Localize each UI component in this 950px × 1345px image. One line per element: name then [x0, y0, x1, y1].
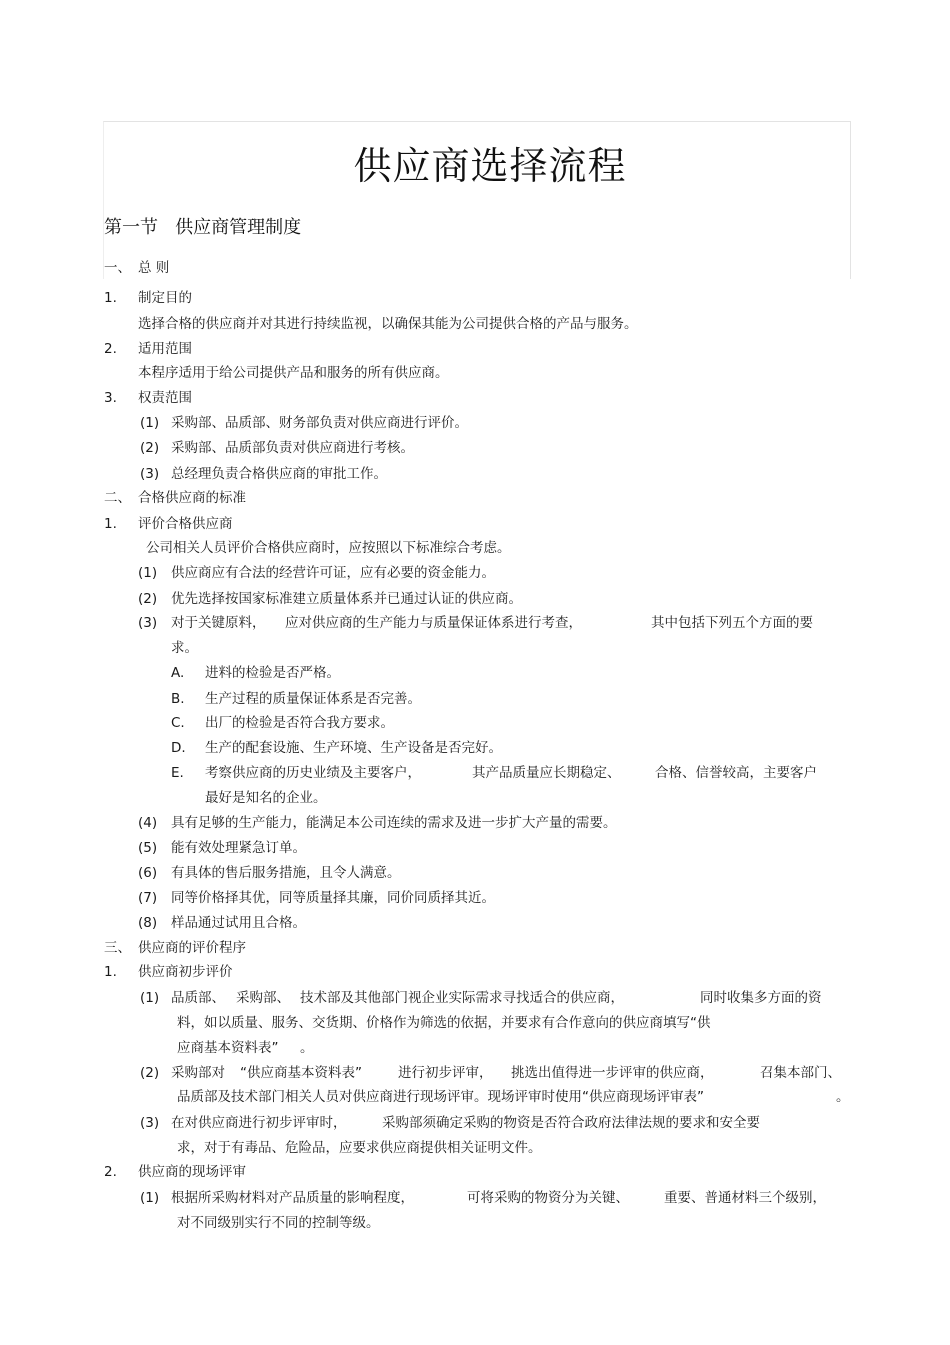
- item-responsibility: 权责范围: [138, 390, 192, 406]
- document-title: 供应商选择流程: [353, 144, 627, 188]
- sub-number: (1): [138, 565, 158, 581]
- item-number: 2.: [104, 341, 117, 357]
- list-item-part: 对于关键原料，: [171, 615, 266, 631]
- sub-number: (6): [138, 865, 158, 881]
- heading-standards: 合格供应商的标准: [138, 490, 246, 506]
- section-heading: 第一节 供应商管理制度: [104, 217, 302, 238]
- item-number: 1.: [104, 290, 117, 306]
- list-item-part: 考察供应商的历史业绩及主要客户，: [205, 765, 421, 781]
- list-item: 具有足够的生产能力，能满足本公司连续的需求及进一步扩大产量的需要。: [171, 815, 617, 831]
- letter-number: D.: [171, 740, 186, 756]
- list-item-part: “供应商基本资料表”: [240, 1065, 362, 1081]
- sub-number: (1): [140, 1190, 160, 1206]
- item-number: 3.: [104, 390, 117, 406]
- list-item-part: 其产品质量应长期稳定、: [472, 765, 621, 781]
- list-item-part: 。: [836, 1089, 850, 1105]
- list-item-part: 召集本部门、: [760, 1065, 841, 1081]
- heading-number: 二、: [104, 490, 131, 506]
- list-item-part: 应商基本资料表”: [177, 1040, 279, 1056]
- list-item: 供应商应有合法的经营许可证，应有必要的资金能力。: [171, 565, 495, 581]
- list-item-part: 求。: [171, 640, 198, 656]
- list-item-part: 可将采购的物资分为关键、: [467, 1190, 629, 1206]
- paragraph: 本程序适用于给公司提供产品和服务的所有供应商。: [138, 365, 449, 381]
- list-item: 进料的检验是否严格。: [205, 665, 340, 681]
- list-item-part: 挑选出值得进一步评审的供应商，: [511, 1065, 714, 1081]
- item-onsite-review: 供应商的现场评审: [138, 1164, 246, 1180]
- list-item: 优先选择按国家标准建立质量体系并已通过认证的供应商。: [171, 591, 522, 607]
- list-item-part: 在对供应商进行初步评审时，: [171, 1115, 347, 1131]
- sub-number: (2): [140, 440, 160, 456]
- sub-number: (3): [140, 466, 160, 482]
- list-item-part: 合格、信誉较高，主要客户: [655, 765, 817, 781]
- item-number: 2.: [104, 1164, 117, 1180]
- list-item-part: 料，如以质量、服务、交货期、价格作为筛选的依据，并要求有合作意向的供应商填写“供: [177, 1015, 711, 1031]
- list-item-part: 应对供应商的生产能力与质量保证体系进行考查，: [285, 615, 582, 631]
- list-item-part: 求，对于有毒品、危险品，应要求供应商提供相关证明文件。: [177, 1140, 542, 1156]
- sub-number: (5): [138, 840, 158, 856]
- heading-general: 总 则: [138, 260, 170, 276]
- heading-number: 一、: [104, 260, 131, 276]
- list-item: 样品通过试用且合格。: [171, 915, 306, 931]
- sub-number: (4): [138, 815, 158, 831]
- sub-number: (2): [140, 1065, 160, 1081]
- list-item-part: 重要、普通材料三个级别，: [664, 1190, 826, 1206]
- list-item-part: 采购部对: [171, 1065, 225, 1081]
- heading-number: 三、: [104, 940, 131, 956]
- list-item: 采购部、品质部、财务部负责对供应商进行评价。: [171, 415, 468, 431]
- list-item-part: 同时收集多方面的资: [700, 990, 822, 1006]
- list-item-part: 根据所采购材料对产品质量的影响程度，: [171, 1190, 414, 1206]
- sub-number: (3): [140, 1115, 160, 1131]
- list-item-part: 品质部、: [171, 990, 225, 1006]
- list-item: 能有效处理紧急订单。: [171, 840, 306, 856]
- list-item: 采购部、品质部负责对供应商进行考核。: [171, 440, 414, 456]
- list-item: 生产过程的质量保证体系是否完善。: [205, 691, 421, 707]
- letter-number: C.: [171, 715, 185, 731]
- list-item-part: 技术部及其他部门视企业实际需求寻找适合的供应商，: [300, 990, 624, 1006]
- list-item-part: 对不同级别实行不同的控制等级。: [177, 1215, 380, 1231]
- sub-number: (1): [140, 415, 160, 431]
- letter-number: E.: [171, 765, 184, 781]
- heading-procedure: 供应商的评价程序: [138, 940, 246, 956]
- list-item-part: 其中包括下列五个方面的要: [651, 615, 813, 631]
- list-item-part: 采购部、: [236, 990, 290, 1006]
- list-item: 总经理负责合格供应商的审批工作。: [171, 466, 387, 482]
- list-item-part: 进行初步评审，: [398, 1065, 493, 1081]
- sub-number: (1): [140, 990, 160, 1006]
- list-item-part: 最好是知名的企业。: [205, 790, 327, 806]
- sub-number: (3): [138, 615, 158, 631]
- letter-number: A.: [171, 665, 185, 681]
- list-item-part: 采购部须确定采购的物资是否符合政府法律法规的要求和安全要: [382, 1115, 760, 1131]
- item-evaluate: 评价合格供应商: [138, 516, 233, 532]
- sub-number: (2): [138, 591, 158, 607]
- paragraph: 公司相关人员评价合格供应商时，应按照以下标准综合考虑。: [146, 540, 511, 556]
- item-purpose: 制定目的: [138, 290, 192, 306]
- sub-number: (8): [138, 915, 158, 931]
- list-item: 同等价格择其优，同等质量择其廉，同价同质择其近。: [171, 890, 495, 906]
- list-item: 有具体的售后服务措施，且令人满意。: [171, 865, 401, 881]
- list-item: 出厂的检验是否符合我方要求。: [205, 715, 394, 731]
- item-number: 1.: [104, 516, 117, 532]
- item-scope: 适用范围: [138, 341, 192, 357]
- item-initial-evaluation: 供应商初步评价: [138, 964, 233, 980]
- paragraph: 选择合格的供应商并对其进行持续监视，以确保其能为公司提供合格的产品与服务。: [138, 316, 638, 332]
- letter-number: B.: [171, 691, 185, 707]
- list-item-part: 。: [300, 1040, 314, 1056]
- list-item-part: 品质部及技术部门相关人员对供应商进行现场评审。现场评审时使用“供应商现场评审表”: [177, 1089, 704, 1105]
- list-item: 生产的配套设施、生产环境、生产设备是否完好。: [205, 740, 502, 756]
- item-number: 1.: [104, 964, 117, 980]
- sub-number: (7): [138, 890, 158, 906]
